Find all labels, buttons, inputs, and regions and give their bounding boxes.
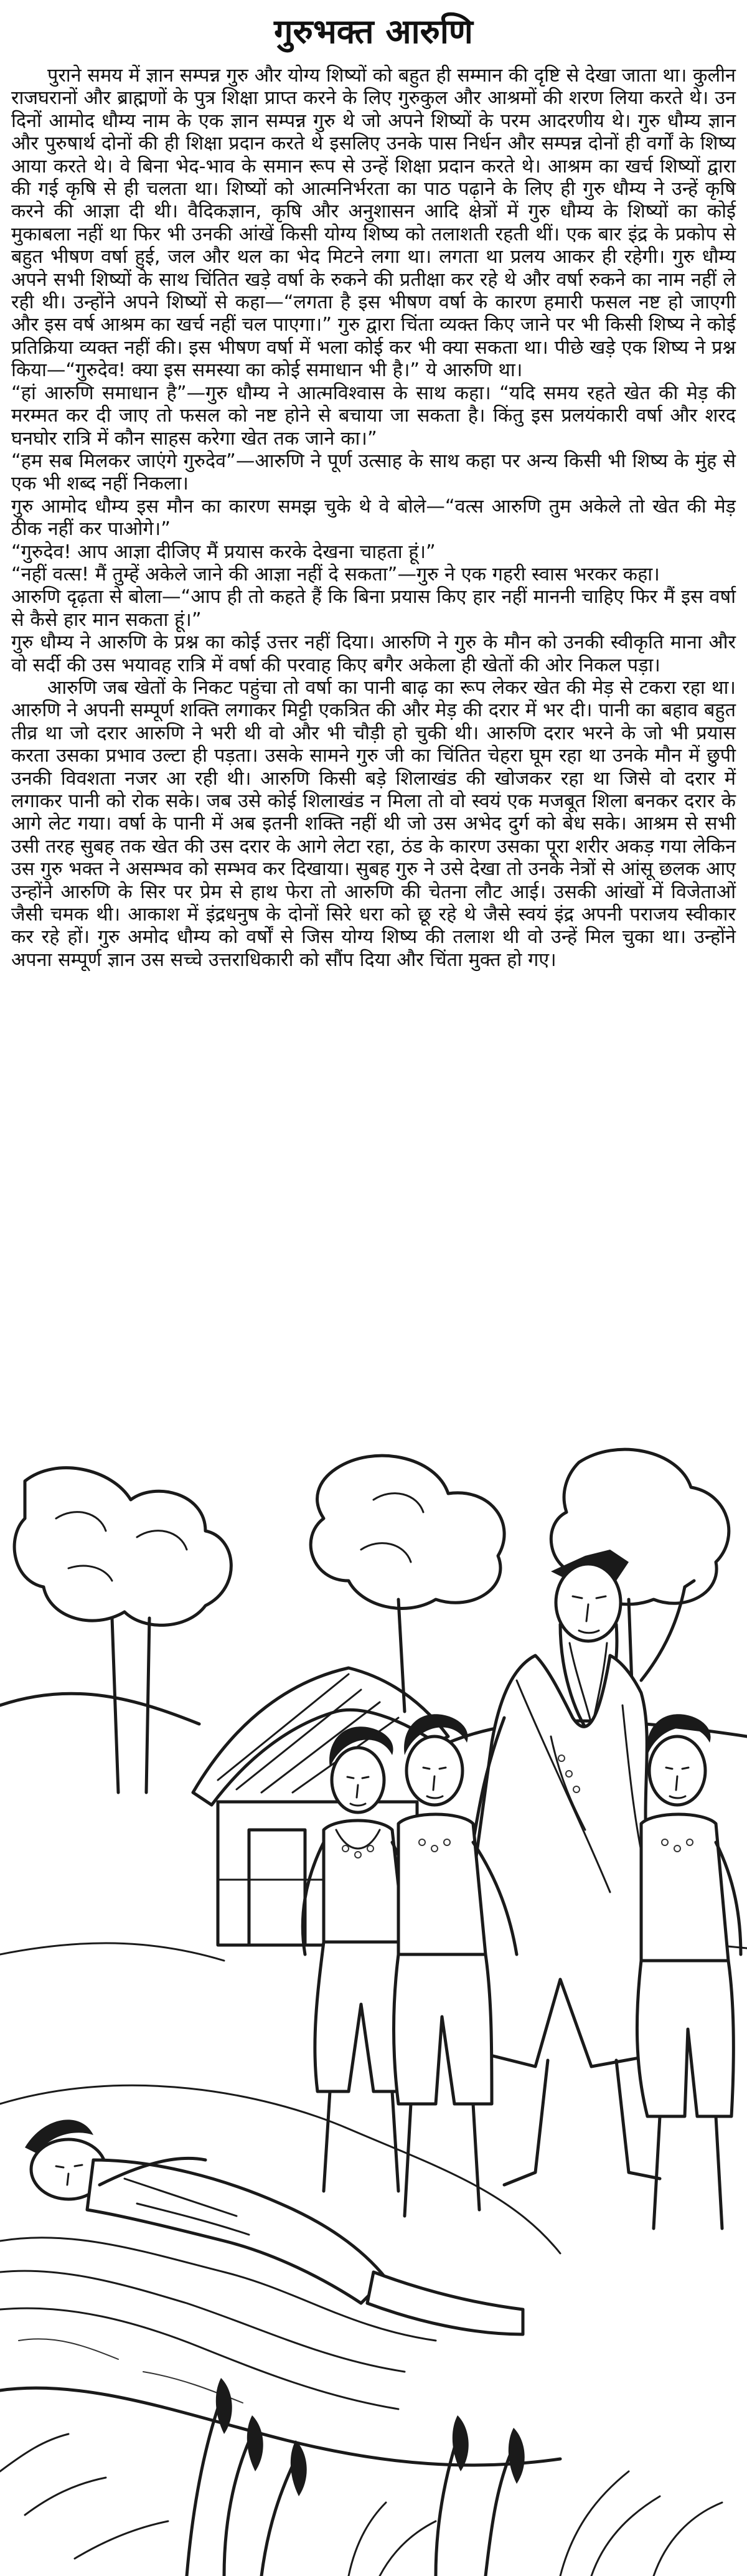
flood-water [0, 2238, 560, 2465]
story-paragraph-5: “गुरुदेव! आप आज्ञा दीजिए मैं प्रयास करके देखना चाहता हूं।” [11, 541, 436, 563]
story-paragraph-4: गुरु आमोद धौम्य इस मौन का कारण समझ चुके थे वे बोले—“वत्स आरुणि तुम अकेले तो खेत की मेड़ ठीक नहीं कर पाओगे।” [11, 495, 736, 541]
story-body [11, 65, 736, 972]
story-paragraph-9: आरुणि जब खेतों के निकट पहुंचा तो वर्षा का पानी बाढ़ का रूप लेकर खेत की मेड़ से टकरा रहा था। आरुणि ने अपनी सम्पूर्ण शक्ति लगाकर मिट्टी एकत्रित की और मेड़ की दरार में भर दी। पानी का बहाव बहुत तीव्र था जो दरार आरुणि ने भरी थी वो और भी चौड़ी हो चुकी थी। आरुणि दरार भरने के जो भी प्रयास करता उसका प्रभाव उल्टा ही पड़ता। उसके सामने गुरु जी का चिंतित चेहरा घूम रहा था उनके मौन में छुपी उनकी विवशता नजर आ रही थी। आरुणि किसी बड़े शिलाखंड की खोजकर रहा था जिसे वो दरार में लगाकर पानी को रोक सके। जब उसे कोई शिलाखंड न मिला तो वो स्वयं एक मजबूत शिला बनकर दरार के आगे लेट गया। वर्षा के पानी में अब इतनी शक्ति नहीं थी जो उस अभेद दुर्ग को बेध सके। आश्रम से सभी उसी तरह सुबह तक खेत की उस दरार के आगे लेटा रहा, ठंड के कारण उसका पूरा शरीर अकड़ गया लेकिन उस गुरु भक्त ने असम्भव को सम्भव कर दिखाया। सुबह गुरु ने उसे देखा तो उनके नेत्रों से आंसू छलक आए उन्होंने आरुणि के सिर पर प्रेम से हाथ फेरा तो आरुणि की चेतना लौट आई। उसकी आंखों में विजेताओं जैसी चमक थी। आकाश में इंद्रधनुष के दोनों सिरे धरा को छू रहे थे जैसे स्वयं इंद्र अपनी पराजय स्वीकार कर रहे हों। गुरु अमोद धौम्य को वर्षों से जिस योग्य शिष्य की तलाश थी वो उन्हें मिल चुका था। उन्होंने अपना सम्पूर्ण ज्ञान उस सच्चे उत्तराधिकारी को सौंप दिया और चिंता मुक्त हो गए। [11, 676, 736, 971]
story-paragraph-8: गुरु धौम्य ने आरुणि के प्रश्न का कोई उत्तर नहीं दिया। आरुणि ने गुरु के मौन को उनकी स्वीकृति माना और वो सर्दी की उस भयावह रात्रि में वर्षा की परवाह किए बगैर अकेला ही खेतों की ओर निकल पड़ा। [11, 632, 736, 676]
story-paragraph-2: “हां आरुणि समाधान है”—गुरु धौम्य ने आत्मविश्वास के साथ कहा। “यदि समय रहते खेत की मेड़ की मरम्मत कर दी जाए तो फसल को नष्ट होने से बचाया जा सकता है। किंतु इस प्रलयंकारी वर्षा और शरद घनघोर रात्रि में कौन साहस करेगा खेत तक जाने का।” [11, 382, 736, 450]
story-paragraph-7: आरुणि दृढ़ता से बोला—“आप ही तो कहते हैं कि बिना प्रयास किए हार नहीं माननी चाहिए फिर मैं इस वर्षा से कैसे हार मान सकता हूं।” [11, 586, 736, 631]
story-paragraph-1: पुराने समय में ज्ञान सम्पन्न गुरु और योग्य शिष्यों को बहुत ही सम्मान की दृष्टि से देखा जाता था। कुलीन राजघरानों और ब्राह्मणों के पुत्र शिक्षा प्राप्त करने के लिए गुरुकुल और आश्रमों की शरण लिया करते थे। उन दिनों आमोद धौम्य नाम के एक ज्ञान सम्पन्न गुरु थे जो अपने शिष्यों के परम आदरणीय थे। गुरु धौम्य ज्ञान और पुरुषार्थ दोनों की ही शिक्षा प्रदान करते थे इसलिए उनके पास निर्धन और सम्पन्न दोनों ही वर्गों के शिष्य आया करते थे। वे बिना भेद-भाव के समान रूप से उन्हें शिक्षा प्रदान करते थे। आश्रम का खर्च शिष्यों द्वारा की गई कृषि से ही चलता था। शिष्यों को आत्मनिर्भरता का पाठ पढ़ाने के लिए ही गुरु धौम्य ने उन्हें कृषि करने की आज्ञा दी थी। वैदिकज्ञान, कृषि और अनुशासन आदि क्षेत्रों में गुरु धौम्य के शिष्यों का कोई मुकाबला नहीं था फिर भी उनकी आंखें किसी योग्य शिष्य को तलाशती रहती थीं। एक बार इंद्र के प्रकोप से बहुत भीषण वर्षा हुई, जल और थल का भेद मिटने लगा था। लगता था प्रलय आकर ही रहेगी। गुरु धौम्य अपने सभी शिष्यों के साथ चिंतित खड़े वर्षा के रुकने की प्रतीक्षा कर रहे थे और वर्षा रुकने का नाम नहीं ले रही थी। उन्होंने अपने शिष्यों से कहा—“लगता है इस भीषण वर्षा के कारण हमारी फसल नष्ट हो जाएगी और इस वर्ष आश्रम का खर्च नहीं चल पाएगा।” गुरु द्वारा चिंता व्यक्त किए जाने पर भी किसी शिष्य ने कोई प्रतिक्रिया व्यक्त नहीं की। इस भीषण वर्षा में भला कोई कर भी क्या सकता था। पीछे खड़े एक शिष्य ने प्रश्न किया—“गुरुदेव! क्या इस समस्या का कोई समाधान भी है।” ये आरुणि था। [11, 65, 736, 382]
story-paragraph-6: “नहीं वत्स! मैं तुम्हें अकेले जाने की आज्ञा नहीं दे सकता”—गुरु ने एक गहरी स्वास भरकर कहा। [11, 563, 660, 585]
foreground-crops [0, 2378, 722, 2576]
story-illustration [0, 1444, 747, 2576]
aruni-lying [25, 2119, 523, 2334]
story-paragraph-3: “हम सब मिलकर जाएंगे गुरुदेव”—आरुणि ने पूर्ण उत्साह के साथ कहा पर अन्य किसी भी शिष्य के मुंह से एक भी शब्द नहीं निकला। [11, 450, 736, 495]
story-title: गुरुभक्त आरुणि [274, 12, 473, 51]
illustration-drawing [0, 1444, 747, 2576]
disciple-right [637, 1714, 741, 2228]
